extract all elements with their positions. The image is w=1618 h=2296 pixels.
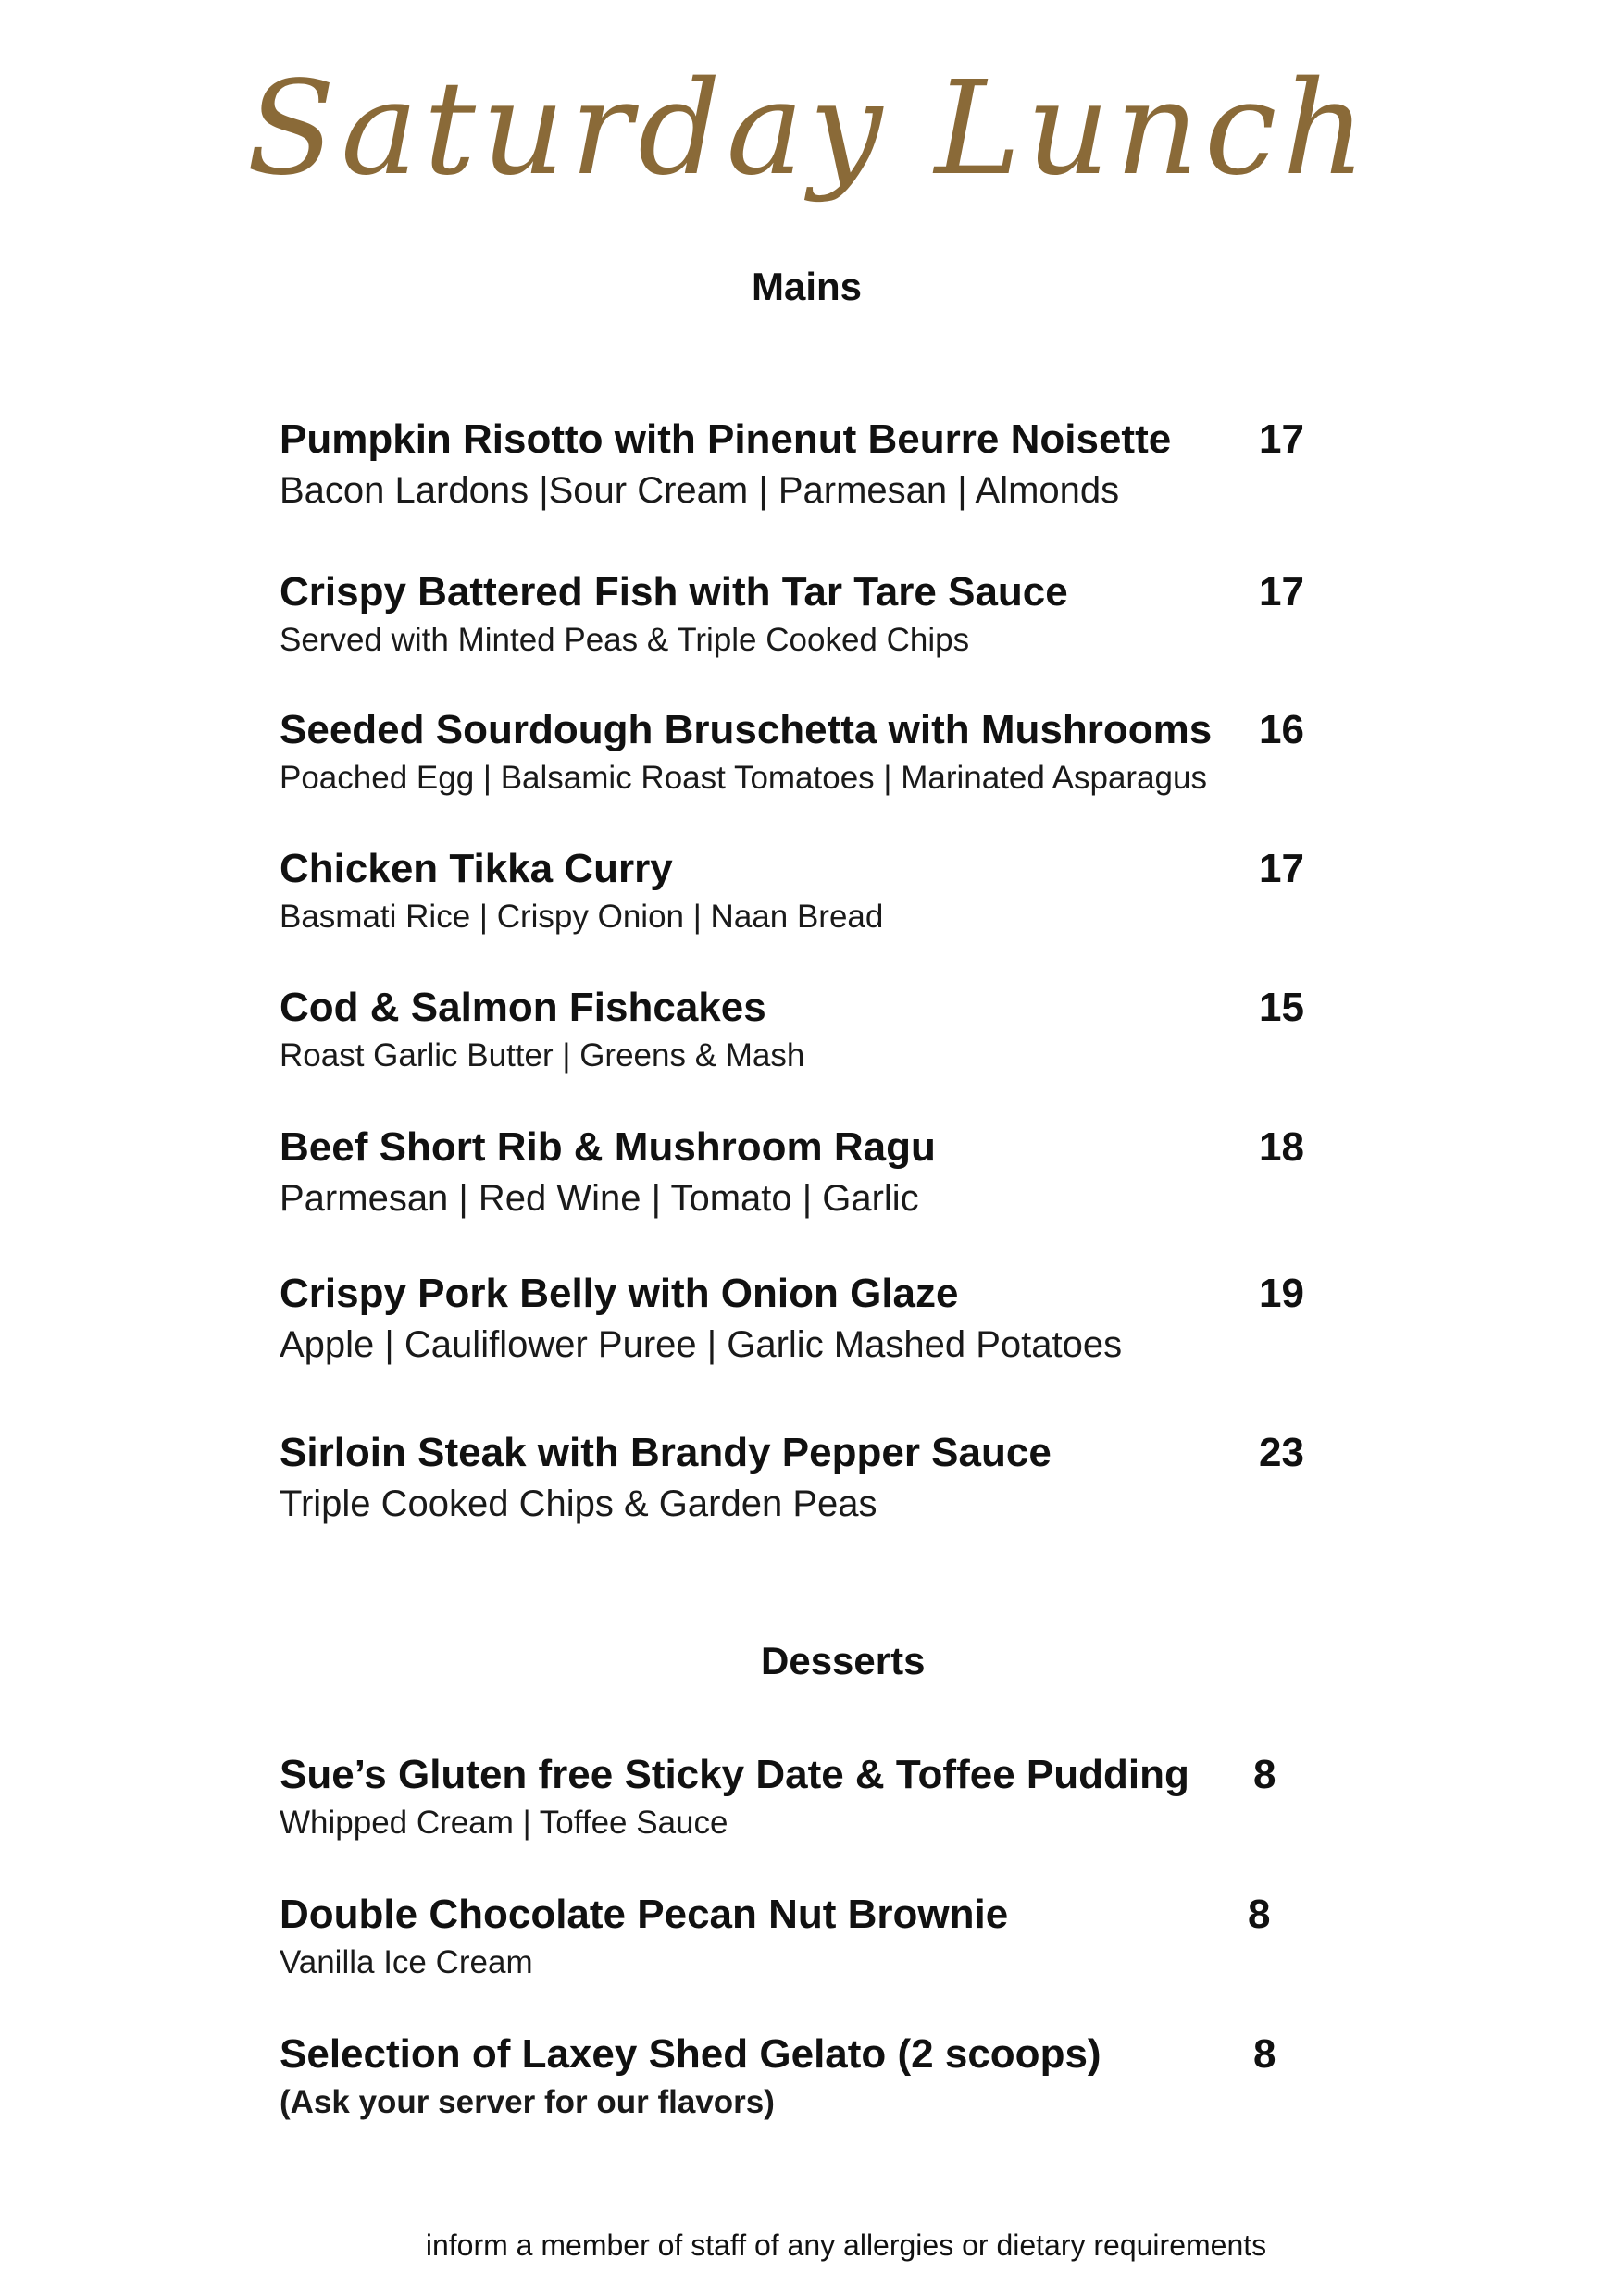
item-price: 17 — [1259, 416, 1304, 462]
item-price: 15 — [1259, 985, 1304, 1030]
item-description: (Ask your server for our flavors) — [280, 2084, 775, 2120]
item-description: Triple Cooked Chips & Garden Peas — [280, 1483, 877, 1524]
item-name: Cod & Salmon Fishcakes — [280, 985, 766, 1030]
item-price: 18 — [1259, 1124, 1304, 1170]
item-description: Basmati Rice | Crispy Onion | Naan Bread — [280, 899, 884, 935]
item-description: Roast Garlic Butter | Greens & Mash — [280, 1037, 805, 1074]
item-name: Pumpkin Risotto with Pinenut Beurre Noisette — [280, 416, 1172, 462]
item-name: Sue’s Gluten free Sticky Date & Toffee Pudding — [280, 1752, 1189, 1797]
item-name: Double Chocolate Pecan Nut Brownie — [280, 1892, 1009, 1937]
item-name: Beef Short Rib & Mushroom Ragu — [280, 1124, 936, 1170]
item-name: Selection of Laxey Shed Gelato (2 scoops) — [280, 2031, 1101, 2077]
item-description: Whipped Cream | Toffee Sauce — [280, 1805, 728, 1841]
item-price: 17 — [1259, 846, 1304, 891]
item-price: 8 — [1248, 1892, 1271, 1937]
item-name: Seeded Sourdough Bruschetta with Mushrooms — [280, 707, 1213, 752]
item-description: Vanilla Ice Cream — [280, 1944, 533, 1980]
menu-title: Saturday Lunch — [246, 54, 1372, 205]
item-description: Parmesan | Red Wine | Tomato | Garlic — [280, 1178, 919, 1219]
item-description: Bacon Lardons |Sour Cream | Parmesan | Almonds — [280, 470, 1120, 511]
item-name: Crispy Pork Belly with Onion Glaze — [280, 1271, 959, 1316]
item-description: Served with Minted Peas & Triple Cooked Chips — [280, 622, 970, 658]
item-price: 16 — [1259, 707, 1304, 752]
item-description: Apple | Cauliflower Puree | Garlic Mashed Potatoes — [280, 1324, 1123, 1365]
item-price: 19 — [1259, 1271, 1304, 1316]
item-price: 23 — [1259, 1430, 1304, 1475]
item-name: Sirloin Steak with Brandy Pepper Sauce — [280, 1430, 1052, 1475]
item-price: 17 — [1259, 569, 1304, 614]
mains-heading: Mains — [752, 265, 863, 308]
allergy-notice — [0, 2228, 1618, 2263]
item-description: Poached Egg | Balsamic Roast Tomatoes | Marinated Asparagus — [280, 760, 1207, 796]
item-name: Chicken Tikka Curry — [280, 846, 673, 891]
item-price: 8 — [1253, 1752, 1276, 1797]
item-name: Crispy Battered Fish with Tar Tare Sauce — [280, 569, 1068, 614]
item-price: 8 — [1253, 2031, 1276, 2077]
desserts-heading: Desserts — [761, 1639, 926, 1682]
allergy-notice-text: inform a member of staff of any allergies or dietary requirements — [425, 2228, 1267, 2262]
